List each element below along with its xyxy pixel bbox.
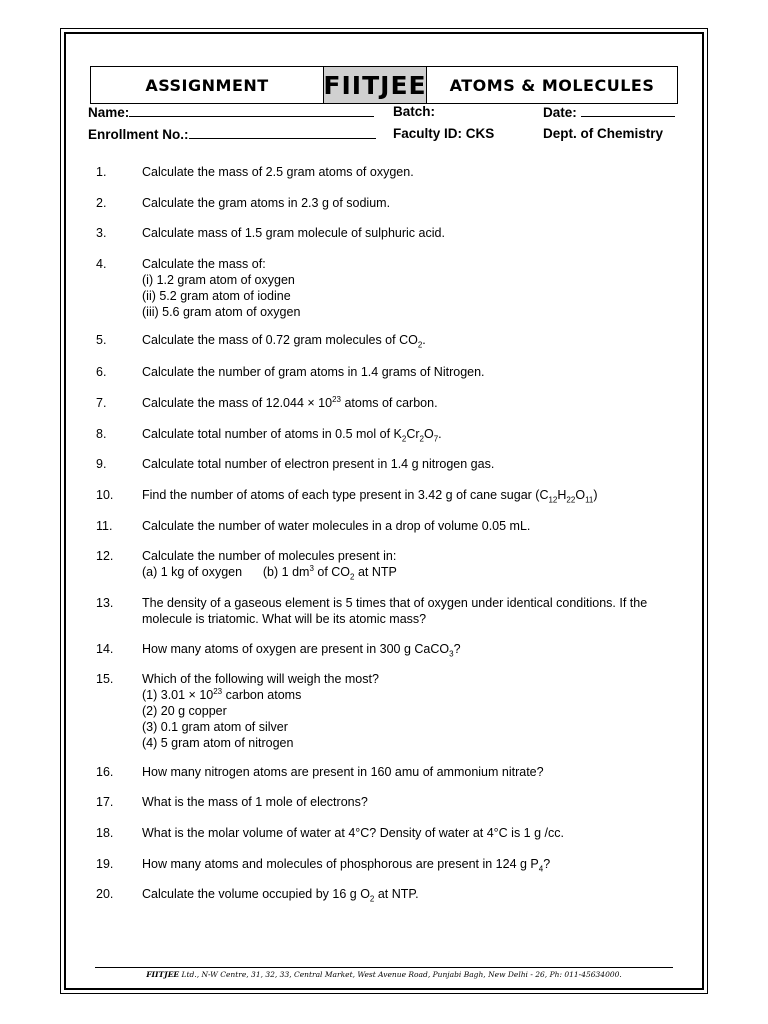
faculty-id: Faculty ID: CKS xyxy=(393,126,495,141)
topic-title: ATOMS & MOLECULES xyxy=(449,75,655,95)
question-number: 3. xyxy=(96,226,107,240)
footer-text: Ltd., N-W Centre, 31, 32, 33, Central Market, West Avenue Road, Punjabi Bagh, New Delhi - 26, Ph: 011-45634000. xyxy=(179,970,622,979)
question-text: Calculate the mass of $12.044 \times 10^{23}$ atoms of carbon. xyxy=(142,394,438,410)
sub-item: (ii) 5.2 gram atom of iodine xyxy=(142,289,291,303)
option: (4) 5 gram atom of nitrogen xyxy=(142,736,294,750)
question-number: 9. xyxy=(96,457,107,471)
footer-brand: FIITJEE xyxy=(146,970,180,979)
question-number: 17. xyxy=(96,795,114,809)
enrollment-label: Enrollment No.: xyxy=(88,127,189,142)
name-field xyxy=(88,104,374,120)
sub-item: (i) 1.2 gram atom of oxygen xyxy=(142,273,295,287)
question-number: 14. xyxy=(96,642,114,656)
question-number: 10. xyxy=(96,488,114,502)
question-text: What is the molar volume of water at 4°C? Density of water at 4°C is 1 g /cc. xyxy=(142,826,564,840)
question-text: Calculate the number of water molecules in a drop of volume 0.05 mL. xyxy=(142,519,531,533)
question-number: 1. xyxy=(96,165,107,179)
assignment-title: ASSIGNMENT xyxy=(145,75,269,95)
enrollment-field xyxy=(88,126,376,142)
question-number: 13. xyxy=(96,596,114,610)
question-text: Calculate the mass of: xyxy=(142,257,266,271)
fiitjee-logo: FIITJEE xyxy=(323,67,427,103)
header-box xyxy=(90,66,678,104)
department: Dept. of Chemistry xyxy=(543,126,664,141)
question-number: 8. xyxy=(96,427,107,441)
question-text: Calculate the number of gram atoms in 1.4 grams of Nitrogen. xyxy=(142,365,485,379)
sub-item: (a) 1 kg of oxygen (b) 1 $dm^3$ of $CO_2$ at NTP xyxy=(142,563,397,582)
question-text: Calculate total number of atoms in 0.5 mol of $K_2Cr_2O_7$. xyxy=(142,427,442,444)
question-text: How many atoms and molecules of phosphorous are present in 124 g $P_4$? xyxy=(142,857,551,874)
question-text: How many atoms of oxygen are present in 300 g CaCO$_3$? xyxy=(142,642,461,659)
question-number: 16. xyxy=(96,765,114,779)
question-number: 19. xyxy=(96,857,114,871)
question-number: 15. xyxy=(96,672,114,686)
question-text: Calculate the gram atoms in 2.3 g of sodium. xyxy=(142,196,391,210)
question-number: 5. xyxy=(96,333,107,347)
question-text: Calculate the mass of 0.72 gram molecules of $CO_2$. xyxy=(142,333,426,350)
question-text: How many nitrogen atoms are present in 160 amu of ammonium nitrate? xyxy=(142,765,544,779)
footer-divider xyxy=(95,967,673,968)
question-text: Find the number of atoms of each type present in 3.42 g of cane sugar $(C_{12}H_{22}O_{11})$ xyxy=(142,488,598,505)
question-text: Calculate the volume occupied by 16 g $O_2$ at NTP. xyxy=(142,887,419,904)
question-text: Calculate the mass of 2.5 gram atoms of oxygen. xyxy=(142,165,414,179)
question-number: 12. xyxy=(96,549,114,563)
date-field xyxy=(543,104,675,120)
question-text: Calculate the number of molecules present in: xyxy=(142,549,397,563)
option: (2) 20 g copper xyxy=(142,704,227,718)
name-blank[interactable] xyxy=(129,104,374,117)
question-text: Calculate mass of 1.5 gram molecule of sulphuric acid. xyxy=(142,226,445,240)
sub-item: (iii) 5.6 gram atom of oxygen xyxy=(142,305,301,319)
question-text-cont: molecule is triatomic. What will be its atomic mass? xyxy=(142,612,427,626)
question-number: 6. xyxy=(96,365,107,379)
question-text: Calculate total number of electron present in 1.4 g nitrogen gas. xyxy=(142,457,495,471)
enrollment-blank[interactable] xyxy=(189,126,376,139)
date-label: Date: xyxy=(543,105,577,120)
question-text: Which of the following will weigh the most? xyxy=(142,672,379,686)
question-number: 11. xyxy=(96,519,113,533)
option: (3) 0.1 gram atom of silver xyxy=(142,720,288,734)
date-blank[interactable] xyxy=(581,104,675,117)
question-text: What is the mass of 1 mole of electrons? xyxy=(142,795,368,809)
question-text: The density of a gaseous element is 5 times that of oxygen under identical conditions. If the xyxy=(142,596,648,610)
question-number: 20. xyxy=(96,887,114,901)
option: (1) $3.01 \times 10^{23}$ carbon atoms xyxy=(142,686,302,702)
question-number: 18. xyxy=(96,826,114,840)
question-number: 2. xyxy=(96,196,107,210)
footer-address xyxy=(0,970,768,979)
question-number: 4. xyxy=(96,257,107,271)
batch-label: Batch: xyxy=(393,104,436,119)
question-number: 7. xyxy=(96,396,107,410)
name-label: Name: xyxy=(88,105,130,120)
